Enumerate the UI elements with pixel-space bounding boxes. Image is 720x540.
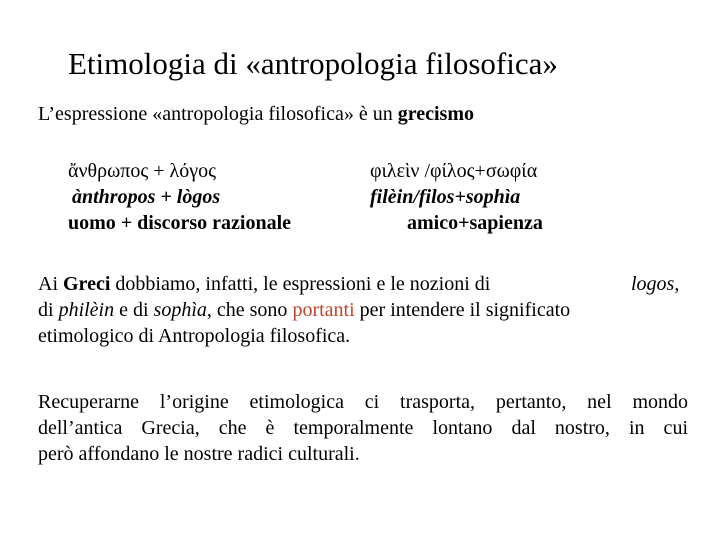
etymology-philosophy [370,158,543,236]
paragraph1-text: e di [114,299,154,321]
transliteration-philein-sophia: filèin/filos+sophìa [370,186,521,208]
paragraph-greek-origins [38,271,688,349]
greek-term-anthropos-logos: ἄνθρωπος + λόγος [68,160,216,182]
paragraph-recovery [38,389,688,467]
etymology-anthropology [68,158,291,236]
transliteration-anthropos-logos: ànthropos + lògos [72,186,221,208]
intro-emphasis: grecismo [397,103,475,125]
slide-title: Etimologia di «antropologia filosofica» [68,46,558,81]
paragraph1-line3: etimologico di Antropologia filosofica. [38,325,351,347]
keyword-logos: logos, [631,273,680,295]
paragraph1-line2 [38,297,688,323]
paragraph1-text: di [38,299,59,321]
paragraph1-text: Ai [38,273,63,295]
keyword-greci: Greci [63,273,111,295]
paragraph1-text: per intendere il significato [354,299,571,321]
paragraph2-line2: dell’antica Grecia, che è temporalmente lontano dal nostro, in cui [38,417,688,439]
intro-text: L’espressione «antropologia filosofica» è un [38,103,398,125]
keyword-portanti: portanti [292,299,355,321]
paragraph1-text: dobbiamo, infatti, le espressioni e le nozioni di [110,273,491,295]
paragraph1-text: , che sono [206,299,293,321]
paragraph2-line3: però affondano le nostre radici culturali. [38,443,360,465]
translation-anthropos-logos: uomo + discorso razionale [68,212,292,234]
keyword-philein: philèin [58,299,115,321]
translation-philein-sophia: amico+sapienza [407,212,543,234]
paragraph1-line1 [38,271,688,297]
intro-sentence [38,101,474,127]
paragraph2-line1: Recuperarne l’origine etimologica ci trasporta, pertanto, nel mondo [38,391,688,413]
greek-term-philein-sophia: φιλεὶν /φίλος+σωφία [370,160,538,182]
keyword-sophia: sophìa [153,299,207,321]
